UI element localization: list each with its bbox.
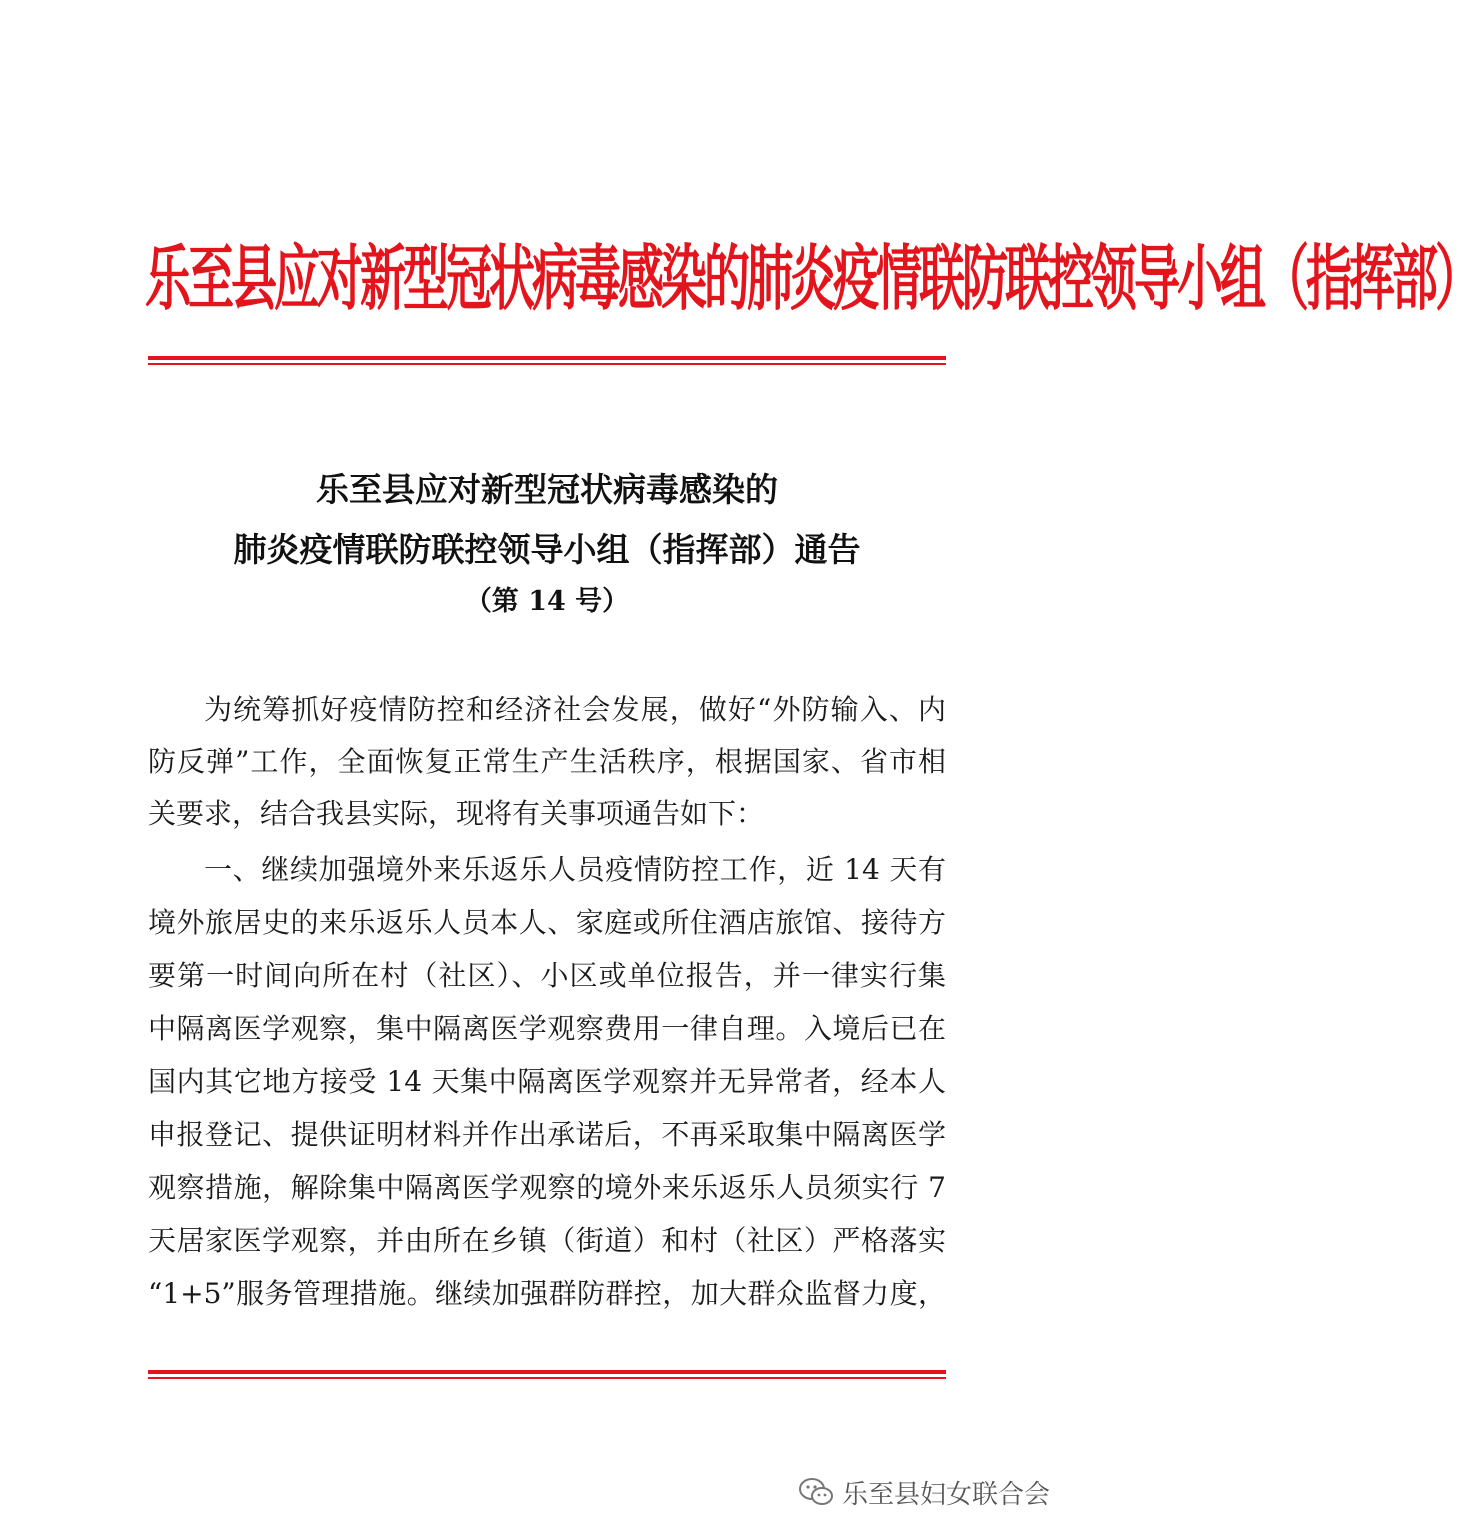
body-line: 要第一时间向所在村（社区）、小区或单位报告，并一律实行集 [148,959,946,992]
body-line: 一、继续加强境外来乐返乐人员疫情防控工作，近 14 天有 [204,853,946,886]
notice-title-line-1: 乐至县应对新型冠状病毒感染的 [316,470,778,509]
body-line: 中隔离医学观察，集中隔离医学观察费用一律自理。入境后已在 [148,1012,946,1045]
body-line: 申报登记、提供证明材料并作出承诺后，不再采取集中隔离医学 [148,1118,946,1151]
body-line: 防反弹”工作，全面恢复正常生产生活秩序，根据国家、省市相 [148,745,946,778]
body-line: “1+5”服务管理措施。继续加强群防群控，加大群众监督力度， [148,1277,946,1310]
body-line: 观察措施，解除集中隔离医学观察的境外来乐返乐人员须实行 7 [148,1171,946,1204]
body-line: 为统筹抓好疫情防控和经济社会发展，做好“外防输入、内 [204,693,946,726]
watermark-text: 乐至县妇女联合会 [841,1479,1050,1510]
issue-number: （第 14 号） [464,586,630,617]
body-line: 国内其它地方接受 14 天集中隔离医学观察并无异常者，经本人 [148,1065,946,1098]
body-line: 境外旅居史的来乐返乐人员本人、家庭或所住酒店旅馆、接待方 [148,906,946,939]
notice-title-line-2: 肺炎疫情联防联控领导小组（指挥部）通告 [233,530,861,569]
body-line: 关要求，结合我县实际，现将有关事项通告如下： [148,797,765,830]
red-divider-bottom [148,1370,946,1379]
body-line: 天居家医学观察，并由所在乡镇（街道）和村（社区）严格落实 [148,1224,946,1257]
red-divider-top [148,356,946,365]
account-watermark [798,1472,1050,1512]
wechat-icon [798,1477,834,1507]
org-banner-title: 乐至县应对新型冠状病毒感染的肺炎疫情联防联控领导小组（指挥部） [145,236,1478,320]
